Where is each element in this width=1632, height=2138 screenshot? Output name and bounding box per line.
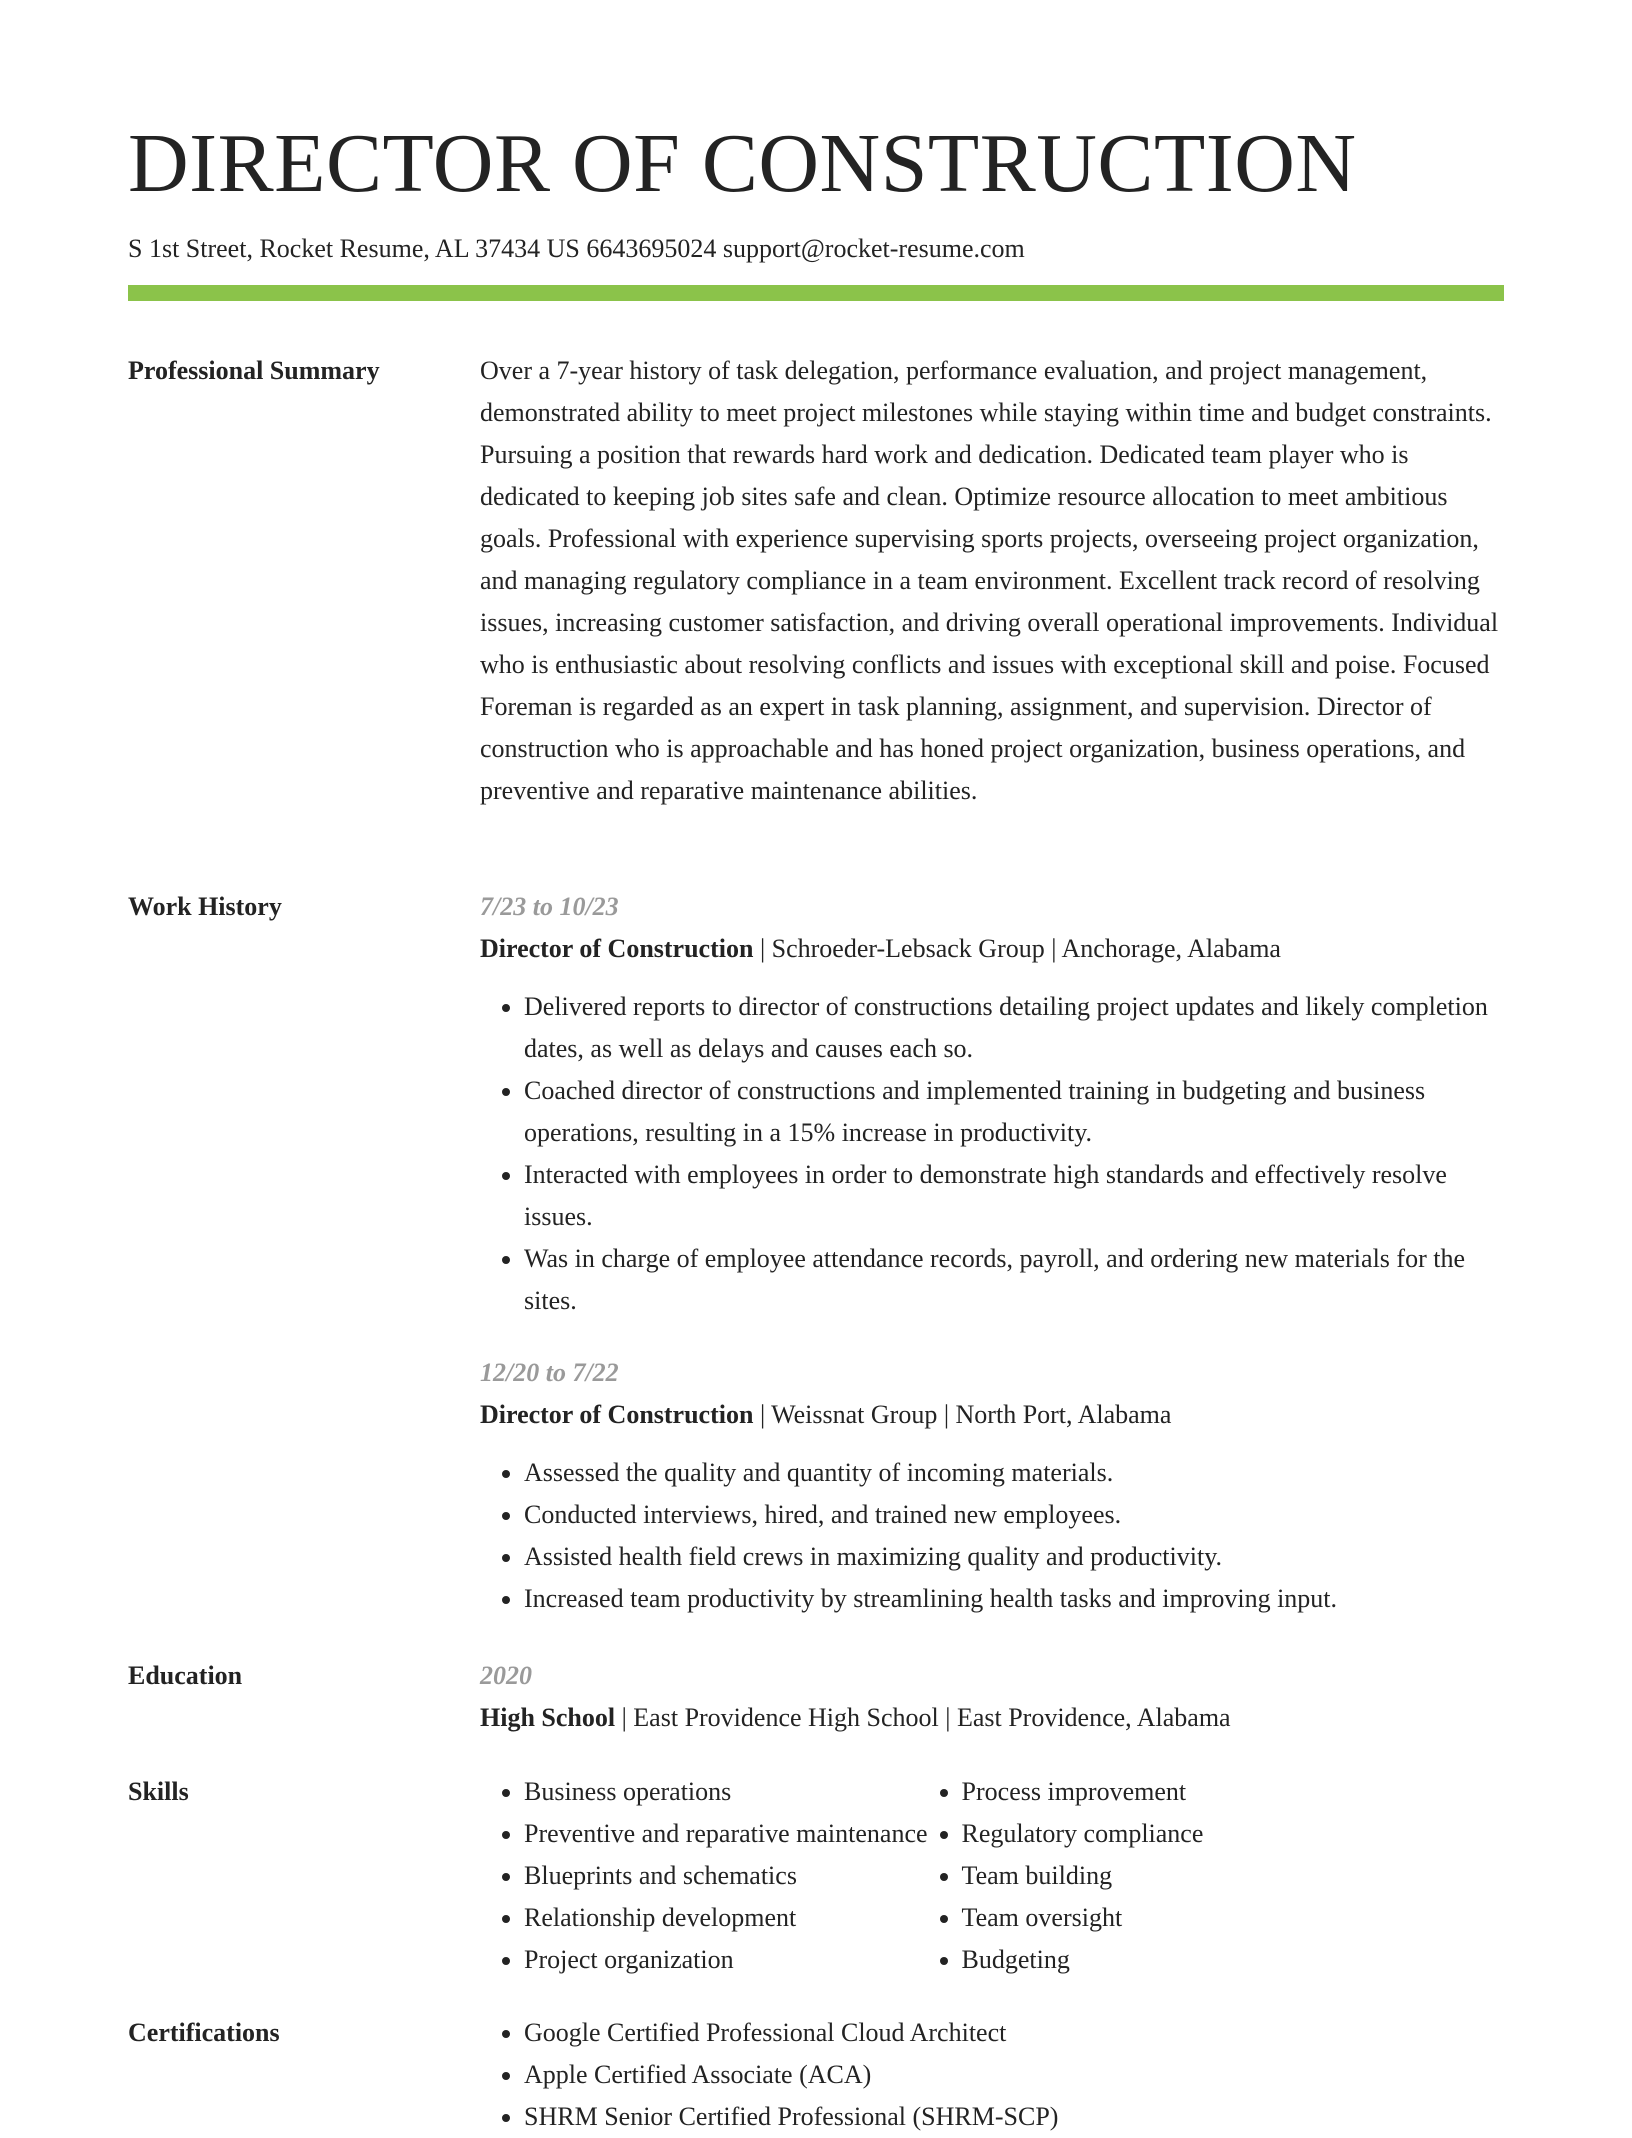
job-role-line	[480, 1394, 1504, 1436]
job-dates: 12/20 to 7/22	[480, 1358, 619, 1387]
skill-item: • Preventive and reparative maintenance	[524, 1813, 928, 1855]
summary-body	[480, 350, 1504, 812]
certifications-list	[480, 2012, 1504, 2138]
job-title: Director of Construction	[480, 934, 754, 963]
skill-item: • Budgeting	[962, 1939, 1204, 1981]
job-role-line	[480, 928, 1504, 970]
contact-address: S 1st Street, Rocket Resume, AL 37434 US	[128, 234, 580, 263]
job-bullet: • Was in charge of employee attendance records, payroll, and ordering new materials for the sites.	[524, 1238, 1504, 1322]
job-bullet: • Delivered reports to director of constructions detailing project updates and likely completion dates, as well as delays and causes each so.	[524, 986, 1504, 1070]
certification-item: • Apple Certified Associate (ACA)	[524, 2054, 1504, 2096]
certification-item: • Google Certified Professional Cloud Architect	[524, 2012, 1504, 2054]
job-title: Director of Construction	[480, 1400, 754, 1429]
work-history-heading: Work History	[128, 892, 282, 921]
skill-item: • Relationship development	[524, 1897, 928, 1939]
education-details: | East Providence High School | East Providence, Alabama	[615, 1703, 1231, 1732]
skill-item: • Business operations	[524, 1771, 928, 1813]
job-details: | Weissnat Group | North Port, Alabama	[753, 1400, 1172, 1429]
education-degree: High School	[480, 1703, 616, 1732]
skills-heading: Skills	[128, 1777, 189, 1806]
job-bullet: • Interacted with employees in order to demonstrate high standards and effectively resolve issues.	[524, 1154, 1504, 1238]
skills-list	[480, 1771, 928, 1981]
skill-item: • Project organization	[524, 1939, 928, 1981]
job-bullet: • Assisted health field crews in maximizing quality and productivity.	[524, 1536, 1504, 1578]
job-entry	[480, 1352, 1504, 1620]
contact-line	[128, 233, 1025, 265]
header-divider	[128, 285, 1504, 301]
skill-item: • Process improvement	[962, 1771, 1204, 1813]
education-line	[480, 1697, 1504, 1739]
job-bullet: • Assessed the quality and quantity of incoming materials.	[524, 1452, 1504, 1494]
certification-item: • SHRM Senior Certified Professional (SHRM-SCP)	[524, 2096, 1504, 2138]
job-dates: 7/23 to 10/23	[480, 892, 619, 921]
summary-heading: Professional Summary	[128, 356, 380, 385]
certifications-body	[480, 2012, 1504, 2138]
contact-email: support@rocket-resume.com	[722, 234, 1025, 263]
job-bullet-list	[480, 986, 1504, 1322]
skills-column-right	[928, 1771, 1204, 1981]
skills-column-left	[480, 1771, 928, 1981]
job-entry	[480, 886, 1504, 1322]
job-bullet: • Coached director of constructions and implemented training in budgeting and business operations, resulting in a 15% increase in productivity.	[524, 1070, 1504, 1154]
certifications-heading: Certifications	[128, 2018, 280, 2047]
skills-list	[928, 1771, 1204, 1981]
education-body	[480, 1655, 1504, 1739]
resume-name: DIRECTOR OF CONSTRUCTION	[128, 117, 1357, 210]
skill-item: • Team building	[962, 1855, 1204, 1897]
work-history-body	[480, 886, 1504, 1620]
skill-item: • Blueprints and schematics	[524, 1855, 928, 1897]
job-bullet: • Conducted interviews, hired, and trained new employees.	[524, 1494, 1504, 1536]
job-bullet: • Increased team productivity by streamlining health tasks and improving input.	[524, 1578, 1504, 1620]
skills-body	[480, 1771, 1504, 1981]
education-year: 2020	[480, 1661, 532, 1690]
contact-phone: 6643695024	[586, 234, 717, 263]
job-details: | Schroeder-Lebsack Group | Anchorage, Alabama	[753, 934, 1281, 963]
skill-item: • Regulatory compliance	[962, 1813, 1204, 1855]
education-heading: Education	[128, 1661, 243, 1690]
job-bullet-list	[480, 1452, 1504, 1620]
summary-text: Over a 7-year history of task delegation, performance evaluation, and project management, demonstrated ability to meet project milestones while staying within time and budget constraints. Pursuing a position that rewards hard work and dedication. Dedicated team player who is dedicated to keeping job sites safe and clean. Optimize resource allocation to meet ambitious goals. Professional with experience supervising sports projects, overseeing project organization, and managing regulatory compliance in a team environment. Excellent track record of resolving issues, increasing customer satisfaction, and driving overall operational improvements. Individual who is enthusiastic about resolving conflicts and issues with exceptional skill and poise. Focused Foreman is regarded as an expert in task planning, assignment, and supervision. Director of construction who is approachable and has honed project organization, business operations, and preventive and reparative maintenance abilities.	[480, 356, 1499, 805]
skill-item: • Team oversight	[962, 1897, 1204, 1939]
